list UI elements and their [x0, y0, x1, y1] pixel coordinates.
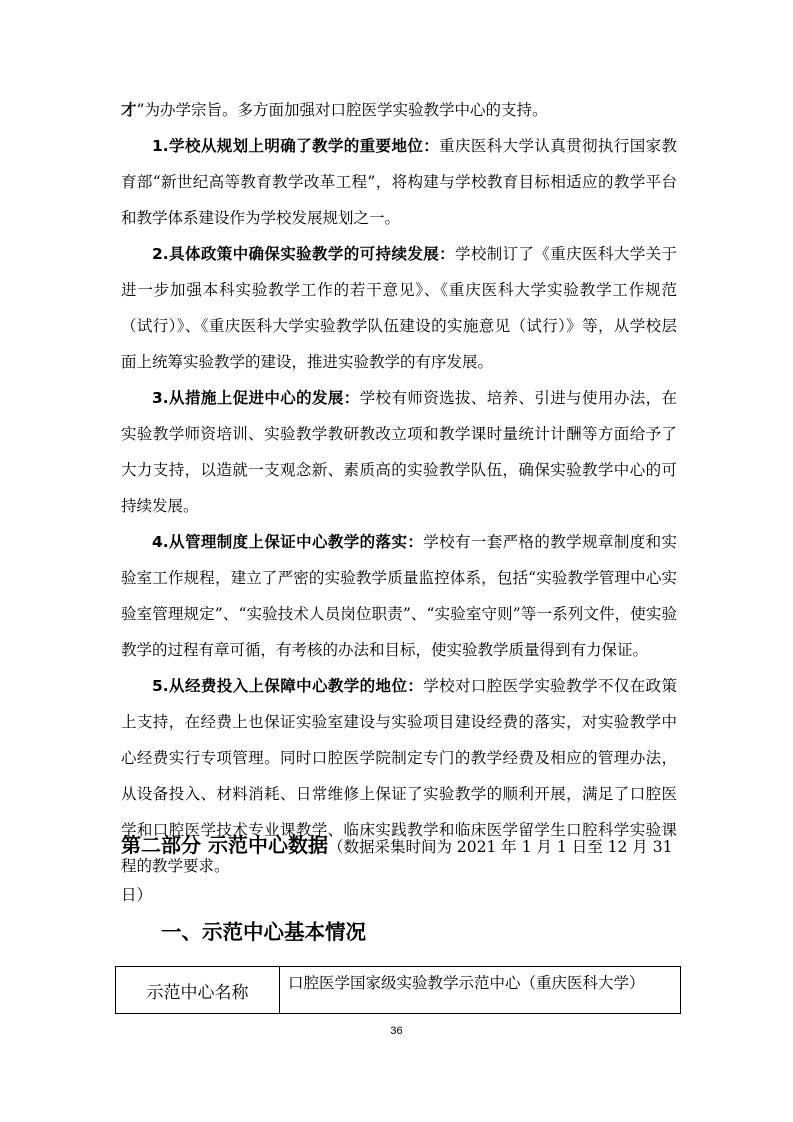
item-2-text: 学校制订了《重庆医科大学关于进一步加强本科实验教学工作的若干意见》、《重庆医科大学实验教学工作规范（试行）》、《重庆医科大学实验教学队伍建设的实施意见（试行）》等，从学校层面上统筹实验教学的建设，推进实验教学的有序发展。 [121, 245, 677, 371]
item-1-paragraph [121, 128, 677, 236]
center-info-table [115, 966, 681, 1014]
item-3-lead: 3.从措施上促进中心的发展： [152, 389, 360, 407]
item-3-paragraph [121, 380, 677, 524]
part-two-title: 第二部分 示范中心数据 [121, 833, 328, 857]
section-one-heading: 一、示范中心基本情况 [161, 920, 366, 944]
item-2-lead: 2.具体政策中确保实验教学的可持续发展： [152, 245, 455, 263]
item-4-lead: 4.从管理制度上保证中心教学的落实： [152, 533, 424, 551]
body-text [121, 92, 677, 884]
item-1-lead: 1.学校从规划上明确了教学的重要地位： [152, 137, 440, 155]
intro-text: ”为办学宗旨。多方面加强对口腔医学实验教学中心的支持。 [136, 101, 548, 119]
part-two-heading [121, 821, 681, 919]
center-name-label: 示范中心名称 [116, 967, 280, 1014]
item-5-text: 学校对口腔医学实验教学不仅在政策上支持，在经费上也保证实验室建设与实验项目建设经费的落实，对实验教学中心经费实行专项管理。同时口腔医学院制定专门的教学经费及相应的管理办法，从设备投入、材料消耗、日常维修上保证了实验教学的顺利开展，满足了口腔医学和口腔医学技术专业课教学、临床实践教学和临床医学留学生口腔科学实验课程的教学要求。 [121, 677, 677, 875]
intro-paragraph [121, 92, 677, 128]
intro-bold-prefix: 才 [121, 101, 137, 119]
item-3-text: 学校有师资选拔、培养、引进与使用办法，在实验教学师资培训、实验教学教研教改立项和教学课时量统计计酬等方面给予了大力支持，以造就一支观念新、素质高的实验教学队伍，确保实验教学中心的可持续发展。 [121, 389, 677, 515]
table-row [116, 967, 681, 1014]
item-1-text: 重庆医科大学认真贯彻执行国家教育部“新世纪高等教育教学改革工程”，将构建与学校教育目标相适应的教学平台和教学体系建设作为学校发展规划之一。 [121, 137, 677, 227]
page-number: 36 [390, 1025, 403, 1037]
part-two-date-note: （数据采集时间为 2021 年 1 月 1 日至 12 月 31 日） [121, 838, 673, 904]
item-5-lead: 5.从经费投入上保障中心教学的地位： [152, 677, 424, 695]
center-name-value: 口腔医学国家级实验教学示范中心（重庆医科大学） [280, 967, 681, 1014]
item-2-paragraph [121, 236, 677, 380]
item-4-text: 学校有一套严格的教学规章制度和实验室工作规程，建立了严密的实验教学质量监控体系，包括“实验教学管理中心实验室管理规定”、“实验技术人员岗位职责”、“实验室守则”等一系列文件，使实验教学的过程有章可循，有考核的办法和目标，使实验教学质量得到有力保证。 [121, 533, 677, 659]
item-4-paragraph [121, 524, 677, 668]
